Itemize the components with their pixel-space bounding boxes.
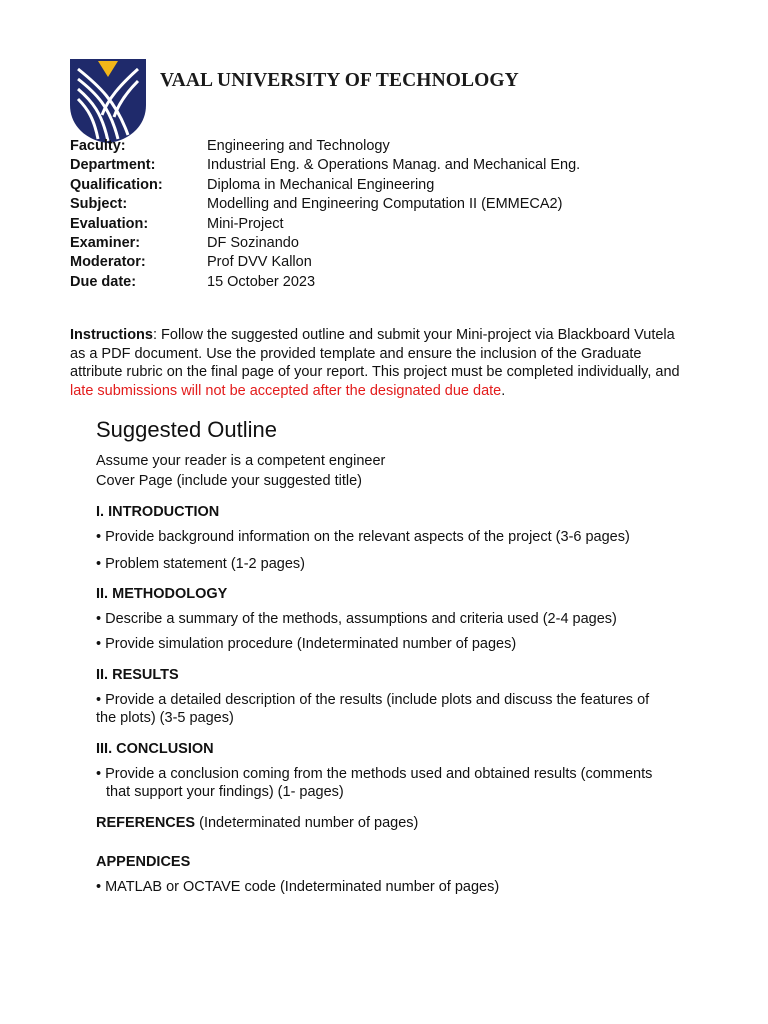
instructions-text: : Follow the suggested outline and submit your Mini-project via Blackboard Vutela as a PDF document. Use the provided template and ensure the inclusion of the Graduate attribute rubric on the final page of your report. This project must be completed individually, and: [70, 327, 680, 381]
meta-value: Industrial Eng. & Operations Manag. and Mechanical Eng.: [207, 157, 581, 174]
section-heading-methodology: II. METHODOLOGY: [96, 586, 228, 603]
bullet-item: • Problem statement (1-2 pages): [96, 555, 305, 572]
bullet-item: [96, 691, 706, 728]
instructions-label: Instructions: [70, 327, 153, 343]
meta-value: Diploma in Mechanical Engineering: [207, 176, 435, 193]
meta-value: Engineering and Technology: [207, 138, 390, 154]
meta-row-subject: [70, 195, 580, 214]
instructions-end: .: [501, 382, 506, 399]
meta-row-faculty: [70, 137, 580, 156]
outline-intro-line: Cover Page (include your suggested title): [96, 472, 362, 489]
university-logo: [68, 55, 148, 145]
meta-label: Evaluation:: [70, 215, 149, 232]
meta-value: 15 October 2023: [207, 273, 316, 290]
meta-row-department: [70, 156, 580, 175]
bullet-item: • Provide simulation procedure (Indeterminated number of pages): [96, 635, 517, 652]
section-heading-introduction: I. INTRODUCTION: [96, 504, 220, 521]
late-submission-warning: late submissions will not be accepted after the designated due date: [70, 382, 502, 399]
meta-row-examiner: [70, 234, 580, 253]
bullet-item: • Provide background information on the relevant aspects of the project (3-6 pages): [96, 529, 630, 546]
meta-label: Examiner:: [70, 234, 141, 251]
meta-row-evaluation: [70, 215, 580, 234]
outline-title: Suggested Outline: [96, 417, 278, 442]
university-name: VAAL UNIVERSITY OF TECHNOLOGY: [160, 70, 519, 91]
meta-label: Moderator:: [70, 254, 146, 271]
meta-row-due-date: [70, 273, 580, 292]
outline-body: [96, 452, 706, 897]
instructions-paragraph: [70, 326, 680, 400]
section-heading-appendices: APPENDICES: [96, 853, 191, 870]
meta-label: Department:: [70, 157, 156, 174]
meta-label: Subject:: [70, 196, 128, 213]
references-line: [96, 814, 706, 833]
meta-row-qualification: [70, 176, 580, 195]
meta-row-moderator: [70, 253, 580, 272]
bullet-line: • Provide a detailed description of the results (include plots and discuss the features of: [96, 691, 650, 708]
meta-value: Prof DVV Kallon: [207, 254, 312, 271]
meta-value: Mini-Project: [207, 215, 284, 232]
meta-label: Faculty:: [70, 138, 126, 154]
meta-value: DF Sozinando: [207, 234, 299, 251]
meta-label: Due date:: [70, 273, 137, 290]
section-heading-conclusion: III. CONCLUSION: [96, 740, 214, 757]
references-text: (Indeterminated number of pages): [195, 814, 419, 831]
meta-value: Modelling and Engineering Computation II (EMMECA2): [207, 196, 563, 213]
meta-label: Qualification:: [70, 176, 163, 193]
course-details: [70, 137, 580, 292]
bullet-item: • Describe a summary of the methods, assumptions and criteria used (2-4 pages): [96, 611, 617, 628]
outline-intro-line: Assume your reader is a competent engineer: [96, 453, 386, 469]
section-heading-references: REFERENCES: [96, 814, 196, 831]
bullet-line: • Provide a conclusion coming from the methods used and obtained results (comments: [96, 765, 653, 782]
bullet-line: that support your findings) (1- pages): [106, 784, 344, 801]
section-heading-results: II. RESULTS: [96, 666, 179, 683]
bullet-line: the plots) (3-5 pages): [96, 710, 234, 727]
bullet-item: [96, 765, 706, 802]
bullet-item: • MATLAB or OCTAVE code (Indeterminated number of pages): [96, 878, 500, 895]
